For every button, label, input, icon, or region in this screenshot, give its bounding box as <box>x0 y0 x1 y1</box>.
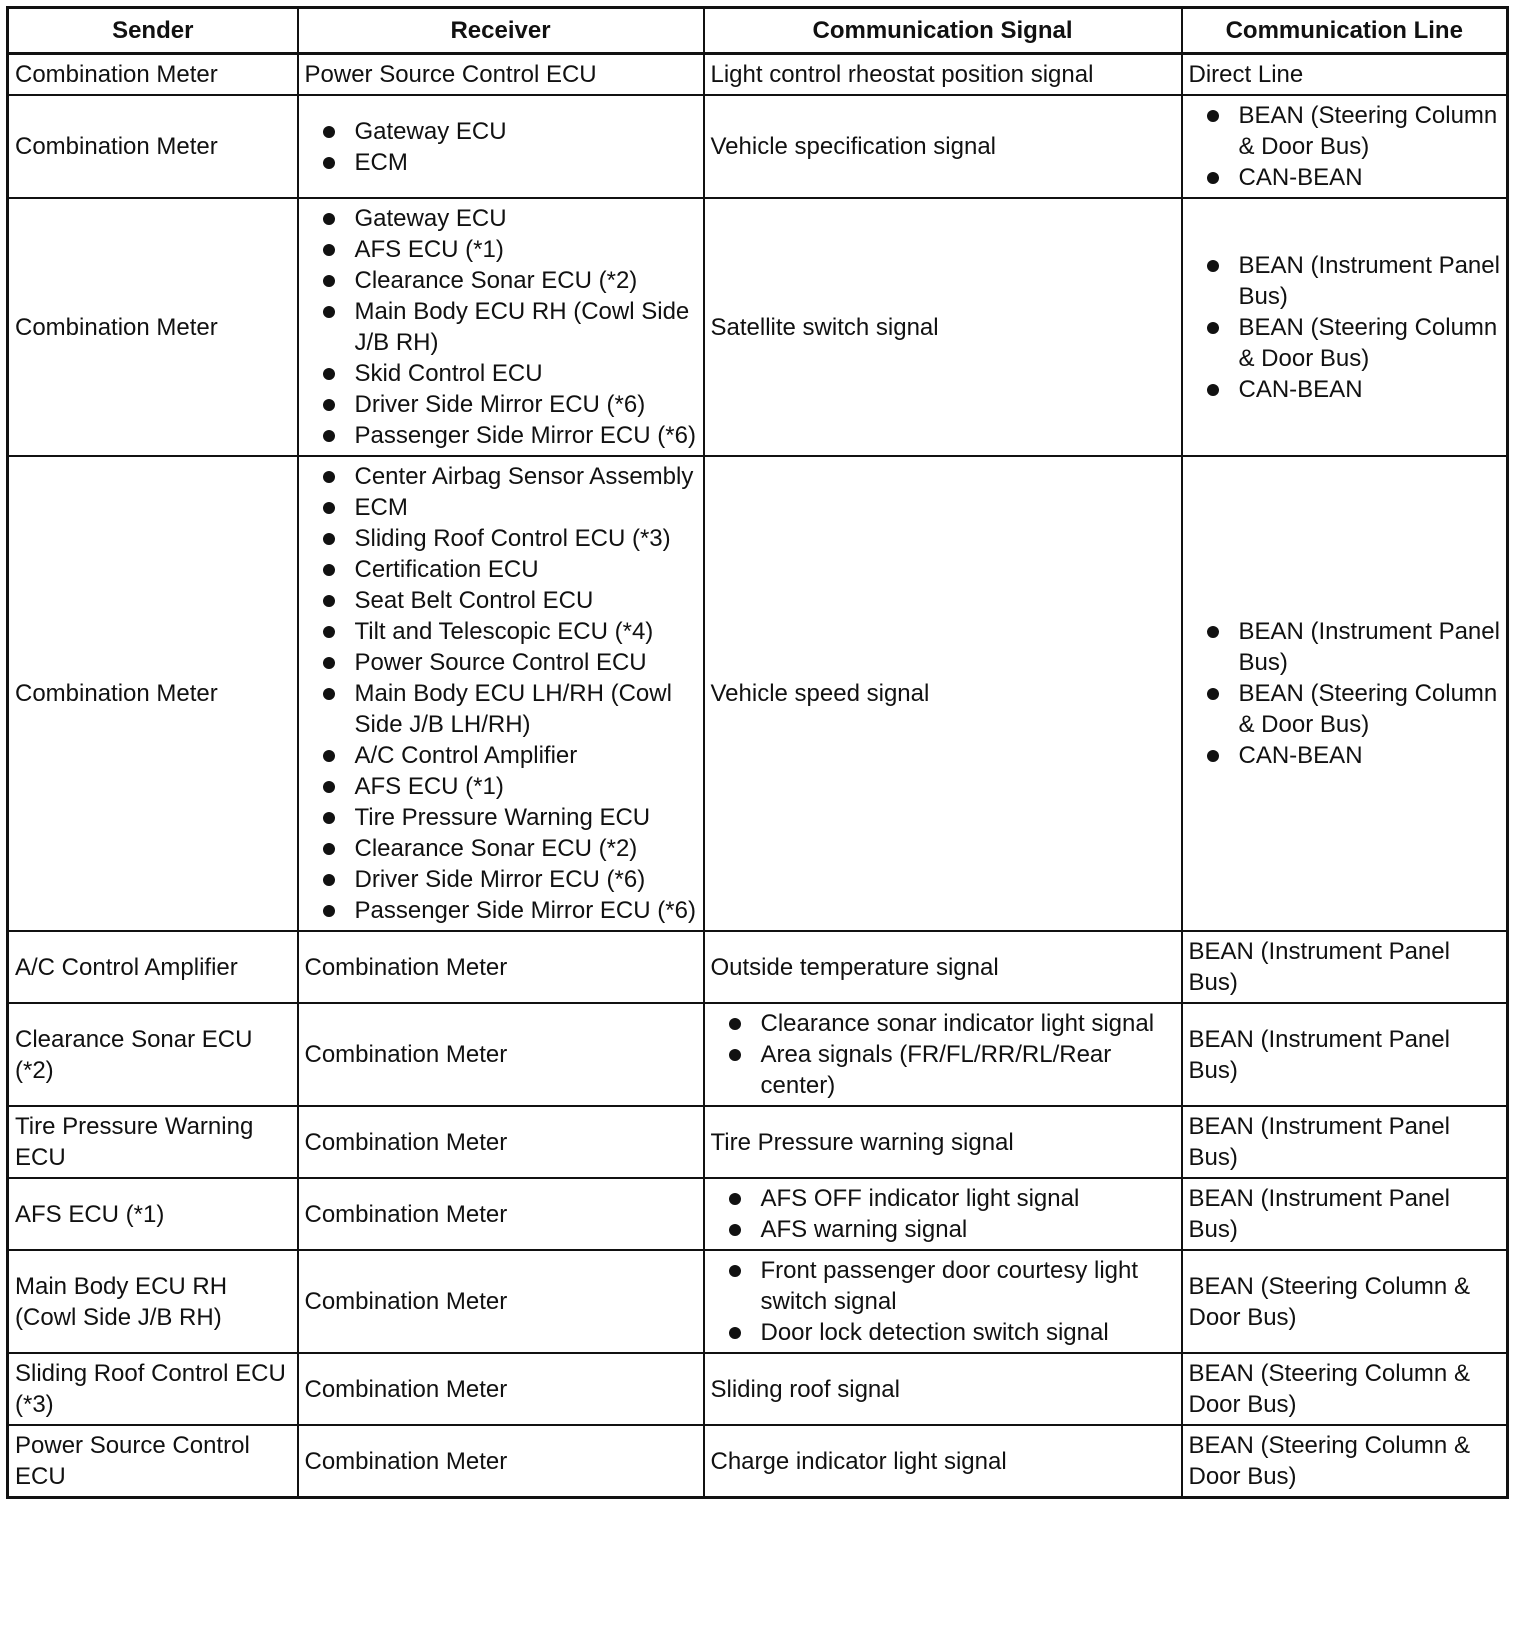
receiver-cell <box>298 95 704 198</box>
list-item: Clearance sonar indicator light signal <box>761 1008 1175 1039</box>
list-item: Gateway ECU <box>355 203 697 234</box>
signal-cell <box>704 1178 1182 1250</box>
table-row <box>8 1178 1508 1250</box>
table-row <box>8 1425 1508 1498</box>
line-cell: BEAN (Steering Column & Door Bus) <box>1182 1250 1508 1353</box>
table-row <box>8 54 1508 96</box>
line-cell <box>1182 198 1508 456</box>
sender-cell: Power Source Control ECU <box>8 1425 298 1498</box>
list-item: Passenger Side Mirror ECU (*6) <box>354 422 696 449</box>
list-item: Driver Side Mirror ECU (*6) <box>355 389 697 420</box>
sender-cell: Combination Meter <box>8 54 298 96</box>
receiver-list <box>305 116 697 178</box>
list-item: Front passenger door courtesy light switch signal <box>761 1255 1175 1317</box>
table-row <box>8 1003 1508 1106</box>
sender-cell: Sliding Roof Control ECU (*3) <box>8 1353 298 1425</box>
receiver-cell <box>298 456 704 931</box>
list-item: BEAN (Steering Column & Door Bus) <box>1239 312 1501 374</box>
signal-cell <box>704 1250 1182 1353</box>
sender-cell: Clearance Sonar ECU (*2) <box>8 1003 298 1106</box>
signal-cell: Outside temperature signal <box>704 931 1182 1003</box>
list-item: Certification ECU <box>355 554 697 585</box>
sender-cell: A/C Control Amplifier <box>8 931 298 1003</box>
sender-cell: Combination Meter <box>8 198 298 456</box>
list-item: AFS warning signal <box>761 1214 1175 1245</box>
line-cell: BEAN (Steering Column & Door Bus) <box>1182 1353 1508 1425</box>
table-body <box>8 54 1508 1498</box>
list-item: BEAN (Instrument Panel Bus) <box>1238 618 1500 676</box>
table-row <box>8 198 1508 456</box>
list-item: BEAN (Instrument Panel Bus) <box>1238 251 1500 310</box>
line-cell: BEAN (Instrument Panel Bus) <box>1182 931 1508 1003</box>
list-item: ECM <box>355 492 697 523</box>
receiver-cell: Combination Meter <box>298 1425 704 1498</box>
list-item: CAN-BEAN <box>1239 374 1501 405</box>
signal-cell: Satellite switch signal <box>704 198 1182 456</box>
list-item: Passenger Side Mirror ECU (*6) <box>354 897 696 924</box>
signal-list <box>711 1255 1175 1348</box>
line-list <box>1189 250 1501 405</box>
list-item: ECM <box>355 147 697 178</box>
line-cell <box>1182 95 1508 198</box>
signal-cell: Light control rheostat position signal <box>704 54 1182 96</box>
table-row <box>8 456 1508 931</box>
list-item: Skid Control ECU <box>355 358 697 389</box>
list-item: Tilt and Telescopic ECU (*4) <box>355 616 697 647</box>
receiver-cell: Combination Meter <box>298 1003 704 1106</box>
header-signal: Communication Signal <box>704 8 1182 54</box>
list-item: Clearance Sonar ECU (*2) <box>355 265 697 296</box>
header-receiver: Receiver <box>298 8 704 54</box>
line-cell <box>1182 456 1508 931</box>
list-item: Tire Pressure Warning ECU <box>355 802 697 833</box>
list-item: BEAN (Steering Column & Door Bus) <box>1239 100 1501 162</box>
table-header <box>8 8 1508 54</box>
receiver-list <box>305 203 697 451</box>
list-item: Seat Belt Control ECU <box>355 585 697 616</box>
header-line: Communication Line <box>1182 8 1508 54</box>
line-cell: BEAN (Instrument Panel Bus) <box>1182 1003 1508 1106</box>
line-list <box>1189 100 1501 193</box>
table-row <box>8 1250 1508 1353</box>
line-cell: BEAN (Steering Column & Door Bus) <box>1182 1425 1508 1498</box>
list-item: BEAN (Steering Column & Door Bus) <box>1239 678 1501 740</box>
table-row <box>8 1353 1508 1425</box>
signal-cell: Charge indicator light signal <box>704 1425 1182 1498</box>
signal-cell: Sliding roof signal <box>704 1353 1182 1425</box>
sender-cell: Tire Pressure Warning ECU <box>8 1106 298 1178</box>
sender-cell: AFS ECU (*1) <box>8 1178 298 1250</box>
line-cell: BEAN (Instrument Panel Bus) <box>1182 1106 1508 1178</box>
list-item: CAN-BEAN <box>1239 740 1501 771</box>
list-item: Clearance Sonar ECU (*2) <box>355 833 697 864</box>
table-row <box>8 95 1508 198</box>
list-item: AFS ECU (*1) <box>355 771 697 802</box>
signal-list <box>711 1183 1175 1245</box>
receiver-cell: Combination Meter <box>298 1178 704 1250</box>
receiver-cell: Combination Meter <box>298 1353 704 1425</box>
header-sender: Sender <box>8 8 298 54</box>
sender-cell: Combination Meter <box>8 95 298 198</box>
list-item: Door lock detection switch signal <box>761 1317 1175 1348</box>
list-item: CAN-BEAN <box>1239 162 1501 193</box>
list-item: AFS OFF indicator light signal <box>761 1183 1175 1214</box>
receiver-cell: Combination Meter <box>298 931 704 1003</box>
line-cell: Direct Line <box>1182 54 1508 96</box>
list-item: Sliding Roof Control ECU (*3) <box>355 523 697 554</box>
receiver-cell: Power Source Control ECU <box>298 54 704 96</box>
signal-cell <box>704 1003 1182 1106</box>
line-list <box>1189 616 1501 771</box>
signal-list <box>711 1008 1175 1101</box>
sender-cell: Combination Meter <box>8 456 298 931</box>
list-item: Power Source Control ECU <box>355 647 697 678</box>
receiver-cell: Combination Meter <box>298 1250 704 1353</box>
table-row <box>8 1106 1508 1178</box>
header-row <box>8 8 1508 54</box>
list-item: Gateway ECU <box>355 116 697 147</box>
list-item: Main Body ECU LH/RH (Cowl Side J/B LH/RH) <box>355 678 697 740</box>
communication-table <box>6 6 1509 1499</box>
receiver-cell: Combination Meter <box>298 1106 704 1178</box>
list-item: A/C Control Amplifier <box>355 740 697 771</box>
signal-cell: Vehicle speed signal <box>704 456 1182 931</box>
receiver-cell <box>298 198 704 456</box>
list-item: AFS ECU (*1) <box>355 234 697 265</box>
signal-cell: Tire Pressure warning signal <box>704 1106 1182 1178</box>
list-item: Main Body ECU RH (Cowl Side J/B RH) <box>355 296 697 358</box>
receiver-list <box>305 461 697 926</box>
sender-cell: Main Body ECU RH (Cowl Side J/B RH) <box>8 1250 298 1353</box>
signal-cell: Vehicle specification signal <box>704 95 1182 198</box>
list-item: Area signals (FR/FL/RR/RL/Rear center) <box>761 1039 1175 1101</box>
line-cell: BEAN (Instrument Panel Bus) <box>1182 1178 1508 1250</box>
table-row <box>8 931 1508 1003</box>
list-item: Center Airbag Sensor Assembly <box>355 461 697 492</box>
list-item: Driver Side Mirror ECU (*6) <box>355 864 697 895</box>
